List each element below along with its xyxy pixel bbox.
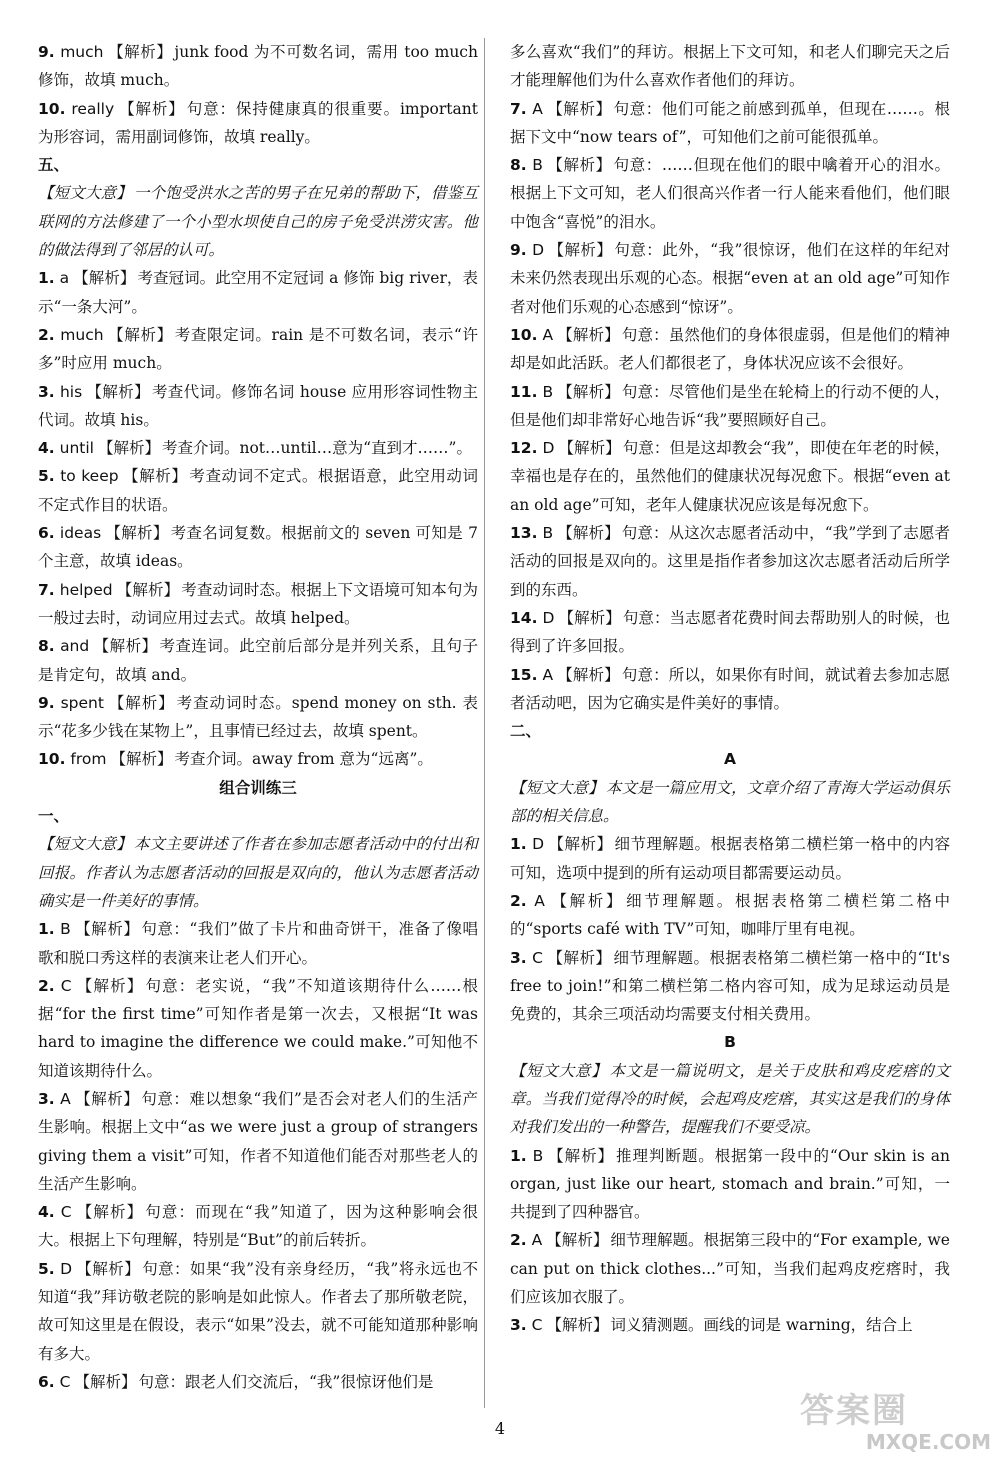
item-text: 句意：保持健康真的很重要。important 为形容词，需用副词修饰，故填 really。 — [38, 99, 478, 146]
item-answer: B — [60, 920, 71, 939]
watermark-logo: 答案圈 — [800, 1391, 908, 1431]
item-number: 13. — [510, 524, 538, 543]
item-answer: from — [70, 750, 107, 769]
analysis-tag: 【解析】 — [86, 382, 150, 401]
analysis-tag: 【解析】 — [74, 1372, 137, 1391]
section-title: A — [724, 750, 736, 769]
item-text: 句意：……但现在他们的眼中噙着开心的泪水。根据上下文可知，老人们很高兴作者一行人能来看他们，他们眼中饱含“喜悦”的泪水。 — [510, 156, 950, 231]
item-number: 3. — [510, 1316, 527, 1335]
answer-item — [510, 1142, 950, 1227]
analysis-tag: 【解析】 — [75, 976, 144, 995]
item-text: 考查名词复数。根据前文的 seven 可知是 7 个主意，故填 ideas。 — [38, 524, 478, 571]
item-answer: D — [532, 835, 545, 854]
item-text: 细节理解题。根据表格第二横栏第二格中的“sports café with TV”可知，咖啡厅里有电视。 — [510, 891, 950, 939]
analysis-tag: 【解析】 — [107, 43, 173, 61]
section-title: 组合训练三 — [219, 778, 297, 797]
passage-summary — [38, 830, 478, 915]
summary-text: 本文主要讲述了作者在参加志愿者活动中的付出和回报。作者认为志愿者活动的回报是双向的，他认为志愿者活动确实是一件美好的事情。 — [38, 835, 478, 910]
analysis-tag: 【解析】 — [118, 99, 185, 118]
column-divider — [484, 38, 485, 1408]
analysis-tag: 【解析】 — [76, 1259, 141, 1278]
analysis-tag: 【解析】 — [547, 1146, 614, 1165]
item-answer: D — [60, 1259, 72, 1278]
item-text: 句意：所以，如果你有时间，就试着去参加志愿者活动吧，因为它确实是件美好的事情。 — [510, 665, 950, 712]
item-answer: and — [60, 637, 90, 656]
item-number: 7. — [38, 580, 55, 599]
item-answer: spent — [60, 693, 104, 712]
analysis-tag: 【解析】 — [558, 608, 621, 627]
answer-item — [38, 745, 478, 773]
item-number: 12. — [510, 439, 538, 458]
item-number: 2. — [510, 1231, 527, 1250]
item-text: 推理判断题。根据第一段中的“Our skin is an organ, just like our heart, stomach and brain.”可知，一共提到了四种器官。 — [510, 1146, 950, 1222]
summary-tag: 【短文大意】 — [38, 184, 132, 203]
item-text: 句意：但是这却教会“我”，即使在年老的时候，幸福也是存在的，虽然他们的健康状况每况愈下。根据“even at an old age”可知，老年人健康状况应该是每况愈下。 — [510, 439, 950, 514]
answer-item — [510, 434, 950, 519]
answer-item — [38, 632, 478, 689]
item-number: 6. — [38, 1372, 55, 1391]
item-number: 1. — [510, 835, 527, 854]
item-number: 6. — [38, 524, 55, 543]
left-column — [38, 38, 478, 1396]
item-text: 细节理解题。根据表格第二横栏第一格中的内容可知，选项中提到的所有运动项目都需要运动员。 — [510, 835, 950, 882]
item-text: 考查动词时态。spend money on sth. 表示“花多少钱在某物上”，且事情已经过去，故填 spent。 — [38, 693, 478, 741]
answer-item — [38, 264, 478, 321]
answer-item — [38, 689, 478, 746]
item-answer: ideas — [59, 524, 102, 543]
item-text: 考查冠词。此空用不定冠词 a 修饰 big river，表示“一条大河”。 — [38, 269, 478, 316]
item-answer: A — [534, 891, 545, 910]
item-answer: A — [531, 1231, 543, 1250]
summary-tag: 【短文大意】 — [510, 778, 604, 797]
item-answer: A — [542, 665, 554, 684]
summary-text: 本文是一篇说明文，是关于皮肤和鸡皮疙瘩的文章。当我们觉得冷的时候，会起鸡皮疙瘩，其实这是我们的身体对我们发出的一种警告，提醒我们不要受凉。 — [510, 1061, 950, 1137]
answer-item — [38, 1198, 478, 1255]
summary-text: 本文是一篇应用文，文章介绍了青海大学运动俱乐部的相关信息。 — [510, 778, 950, 826]
analysis-tag: 【解析】 — [548, 835, 613, 854]
item-answer: A — [542, 325, 554, 344]
item-answer: much — [60, 325, 104, 344]
analysis-tag: 【解析】 — [116, 580, 180, 599]
answer-item — [510, 1311, 950, 1339]
item-text: 词义猜测题。画线的词是 warning，结合上 — [610, 1316, 913, 1335]
item-number: 3. — [38, 1089, 55, 1108]
item-number: 2. — [38, 976, 55, 995]
analysis-tag: 【解析】 — [107, 693, 175, 712]
summary-text: 一个饱受洪水之苦的男子在兄弟的帮助下，借鉴互联网的方法修建了一个小型水坝使自己的房子免受洪涝灾害。他的做法得到了邻居的认可。 — [38, 184, 478, 260]
item-answer: helped — [59, 580, 113, 599]
item-answer: C — [60, 976, 72, 995]
passage-summary — [510, 1057, 950, 1142]
watermark-url: MXQE.COM — [865, 1430, 991, 1454]
item-number: 3. — [38, 382, 55, 401]
item-text: 句意：尽管他们是坐在轮椅上的行动不便的人，但是他们却非常好心地告诉“我”要照顾好自己。 — [510, 382, 950, 429]
item-answer: C — [60, 1203, 72, 1222]
item-text: 句意：老实说，“我”不知道该期待什么……根据“for the first time”可知作者是第一次去，又根据“It was hard to imagine the difference we could make.”可知他不知道该期待什么。 — [38, 976, 478, 1080]
item-answer: really — [71, 99, 115, 118]
item-text: 句意：此外，“我”很惊讶，他们在这样的年纪对未来仍然表现出乐观的心态。根据“even at an old age”可知作者对他们乐观的心态感到“惊讶”。 — [510, 241, 950, 316]
item-text: 考查动词不定式。根据语意，此空用动词不定式作目的状语。 — [38, 467, 478, 514]
answer-item — [38, 972, 478, 1085]
item-number: 3. — [510, 948, 527, 967]
item-answer: C — [531, 1316, 543, 1335]
item-answer: a — [59, 269, 70, 288]
answer-item — [510, 604, 950, 661]
analysis-tag: 【解析】 — [548, 891, 625, 910]
analysis-tag: 【解析】 — [557, 325, 620, 344]
analysis-tag: 【解析】 — [557, 665, 620, 684]
answer-item — [38, 1255, 478, 1368]
answer-item — [38, 434, 478, 462]
item-answer: to keep — [60, 467, 119, 486]
item-answer: C — [532, 948, 543, 967]
item-answer: much — [60, 43, 104, 61]
answer-item — [38, 1368, 478, 1396]
passage-summary — [510, 774, 950, 831]
item-answer: B — [532, 1146, 544, 1165]
item-number: 8. — [38, 637, 55, 656]
answer-item — [510, 887, 950, 944]
answer-item — [510, 151, 950, 236]
item-text: 句意：跟老人们交流后，“我”很惊讶他们是 — [138, 1372, 434, 1391]
section-heading: 一、 — [38, 807, 70, 826]
answer-item — [510, 321, 950, 378]
item-text: 细节理解题。根据表格第二横栏第一格中的“It's free to join!”和第二横栏第二格内容可知，成为足球运动员是免费的，其余三项活动均需要支付相关费用。 — [510, 948, 950, 1024]
item-answer: C — [59, 1372, 71, 1391]
answer-item — [510, 661, 950, 718]
item-number: 5. — [38, 467, 55, 486]
analysis-tag: 【解析】 — [558, 439, 621, 458]
analysis-tag: 【解析】 — [105, 524, 169, 543]
analysis-tag: 【解析】 — [93, 637, 158, 656]
item-answer: B — [542, 382, 554, 401]
analysis-tag: 【解析】 — [546, 156, 612, 175]
item-answer: B — [532, 156, 543, 175]
item-number: 8. — [510, 156, 527, 175]
item-number: 4. — [38, 439, 55, 458]
item-number: 9. — [510, 241, 527, 260]
summary-tag: 【短文大意】 — [510, 1061, 608, 1080]
analysis-tag: 【解析】 — [548, 241, 613, 260]
item-text: 细节理解题。根据第三段中的“For example, we can put on thick clothes...”可知，当我们起鸡皮疙瘩时，我们应该加衣服了。 — [510, 1231, 950, 1307]
item-answer: A — [532, 99, 543, 118]
section-title: B — [724, 1033, 736, 1052]
answer-item — [38, 915, 478, 972]
item-text: 句意：难以想象“我们”是否会对老人们的生活产生影响。根据上文中“as we were just a group of strangers giving them a visit”可知，作者不知道他们能否对那些老人的生活产生影响。 — [38, 1089, 478, 1193]
analysis-tag: 【解析】 — [107, 325, 173, 344]
item-number: 4. — [38, 1203, 55, 1222]
analysis-tag: 【解析】 — [110, 750, 173, 769]
item-number: 10. — [38, 750, 66, 769]
answer-item — [510, 830, 950, 887]
section-heading: 二、 — [510, 722, 542, 741]
item-text: 考查介词。away from 意为“远离”。 — [174, 750, 433, 769]
item-text: 句意：从这次志愿者活动中，“我”学到了志愿者活动的回报是双向的。这里是指作者参加这次志愿者活动后所学到的东西。 — [510, 524, 950, 599]
answer-item — [510, 519, 950, 604]
answer-item — [510, 95, 950, 152]
item-number: 2. — [510, 891, 527, 910]
analysis-tag: 【解析】 — [122, 467, 188, 486]
item-text: 考查连词。此空前后部分是并列关系，且句子是肯定句，故填 and。 — [38, 637, 478, 684]
page-number: 4 — [494, 1419, 506, 1438]
analysis-tag: 【解析】 — [557, 524, 620, 543]
item-answer: A — [60, 1089, 71, 1108]
analysis-tag: 【解析】 — [546, 1316, 609, 1335]
item-number: 9. — [38, 43, 55, 61]
item-text: 句意：当志愿者花费时间去帮助别人的时候，也得到了许多回报。 — [510, 608, 950, 656]
section-heading: 五、 — [38, 156, 70, 175]
answer-item — [38, 378, 478, 435]
item-text: 句意：如果“我”没有亲身经历，“我”将永远也不知道“我”拜访敬老院的影响是如此惊人。作者去了那所敬老院，故可知这里是在假设，表示“如果”没去，就不可能知道那种影响有多大。 — [38, 1259, 478, 1363]
passage-summary — [38, 179, 478, 264]
answer-item — [38, 1085, 478, 1198]
item-text: 考查代词。修饰名词 house 应用形容词性物主代词。故填 his。 — [38, 382, 478, 429]
item-answer: D — [532, 241, 545, 260]
analysis-tag: 【解析】 — [546, 948, 612, 967]
item-number: 5. — [38, 1259, 55, 1278]
answer-item — [38, 321, 478, 378]
analysis-tag: 【解析】 — [557, 382, 620, 401]
watermark — [800, 1392, 995, 1464]
item-text: junk food 为不可数名词，需用 too much 修饰，故填 much。 — [38, 43, 478, 90]
item-number: 1. — [38, 920, 55, 939]
item-text: 句意：他们可能之前感到孤单，但现在……。根据下文中“now tears of”，可知他们之前可能很孤单。 — [510, 99, 950, 146]
analysis-tag: 【解析】 — [74, 920, 140, 939]
answer-item — [510, 1226, 950, 1311]
item-number: 10. — [38, 99, 66, 118]
analysis-tag: 【解析】 — [75, 1203, 144, 1222]
item-number: 7. — [510, 99, 527, 118]
item-answer: D — [542, 608, 555, 627]
answer-item — [510, 236, 950, 321]
answer-item — [38, 576, 478, 633]
analysis-tag: 【解析】 — [546, 1231, 609, 1250]
item-answer: D — [542, 439, 555, 458]
item-number: 1. — [38, 269, 55, 288]
item-answer: until — [59, 439, 94, 458]
item-number: 11. — [510, 382, 538, 401]
answer-item — [38, 95, 478, 152]
item-text: 句意：“我们”做了卡片和曲奇饼干，准备了像唱歌和脱口秀这样的表演来让老人们开心。 — [38, 920, 478, 967]
analysis-tag: 【解析】 — [546, 99, 612, 118]
analysis-tag: 【解析】 — [97, 439, 160, 458]
answer-item — [38, 38, 478, 95]
item-number: 14. — [510, 608, 538, 627]
summary-tag: 【短文大意】 — [38, 835, 132, 854]
item-number: 10. — [510, 325, 538, 344]
item-answer: his — [59, 382, 83, 401]
item-text: 句意：虽然他们的身体很虚弱，但是他们的精神却是如此活跃。老人们都很老了，身体状况应该不会很好。 — [510, 325, 950, 373]
answer-item — [38, 462, 478, 519]
continued-text: 多么喜欢“我们”的拜访。根据上下文可知，和老人们聊完天之后才能理解他们为什么喜欢作者他们的拜访。 — [510, 43, 950, 90]
right-column — [510, 38, 950, 1340]
item-number: 2. — [38, 325, 55, 344]
item-text: 句意：而现在“我”知道了，因为这种影响会很大。根据上下句理解，特别是“But”的前后转折。 — [38, 1203, 478, 1250]
item-number: 15. — [510, 665, 538, 684]
item-text: 考查动词时态。根据上下文语境可知本句为一般过去时，动词应用过去式。故填 helped。 — [38, 580, 478, 627]
item-answer: B — [542, 524, 554, 543]
item-number: 1. — [510, 1146, 527, 1165]
analysis-tag: 【解析】 — [74, 1089, 140, 1108]
item-text: 考查限定词。rain 是不可数名词，表示“许多”时应用 much。 — [38, 325, 478, 373]
item-number: 9. — [38, 693, 55, 712]
analysis-tag: 【解析】 — [73, 269, 136, 288]
answer-item — [38, 519, 478, 576]
item-text: 考查介词。not…until…意为“直到才……”。 — [161, 439, 472, 458]
answer-item — [510, 944, 950, 1029]
answer-item — [510, 378, 950, 435]
